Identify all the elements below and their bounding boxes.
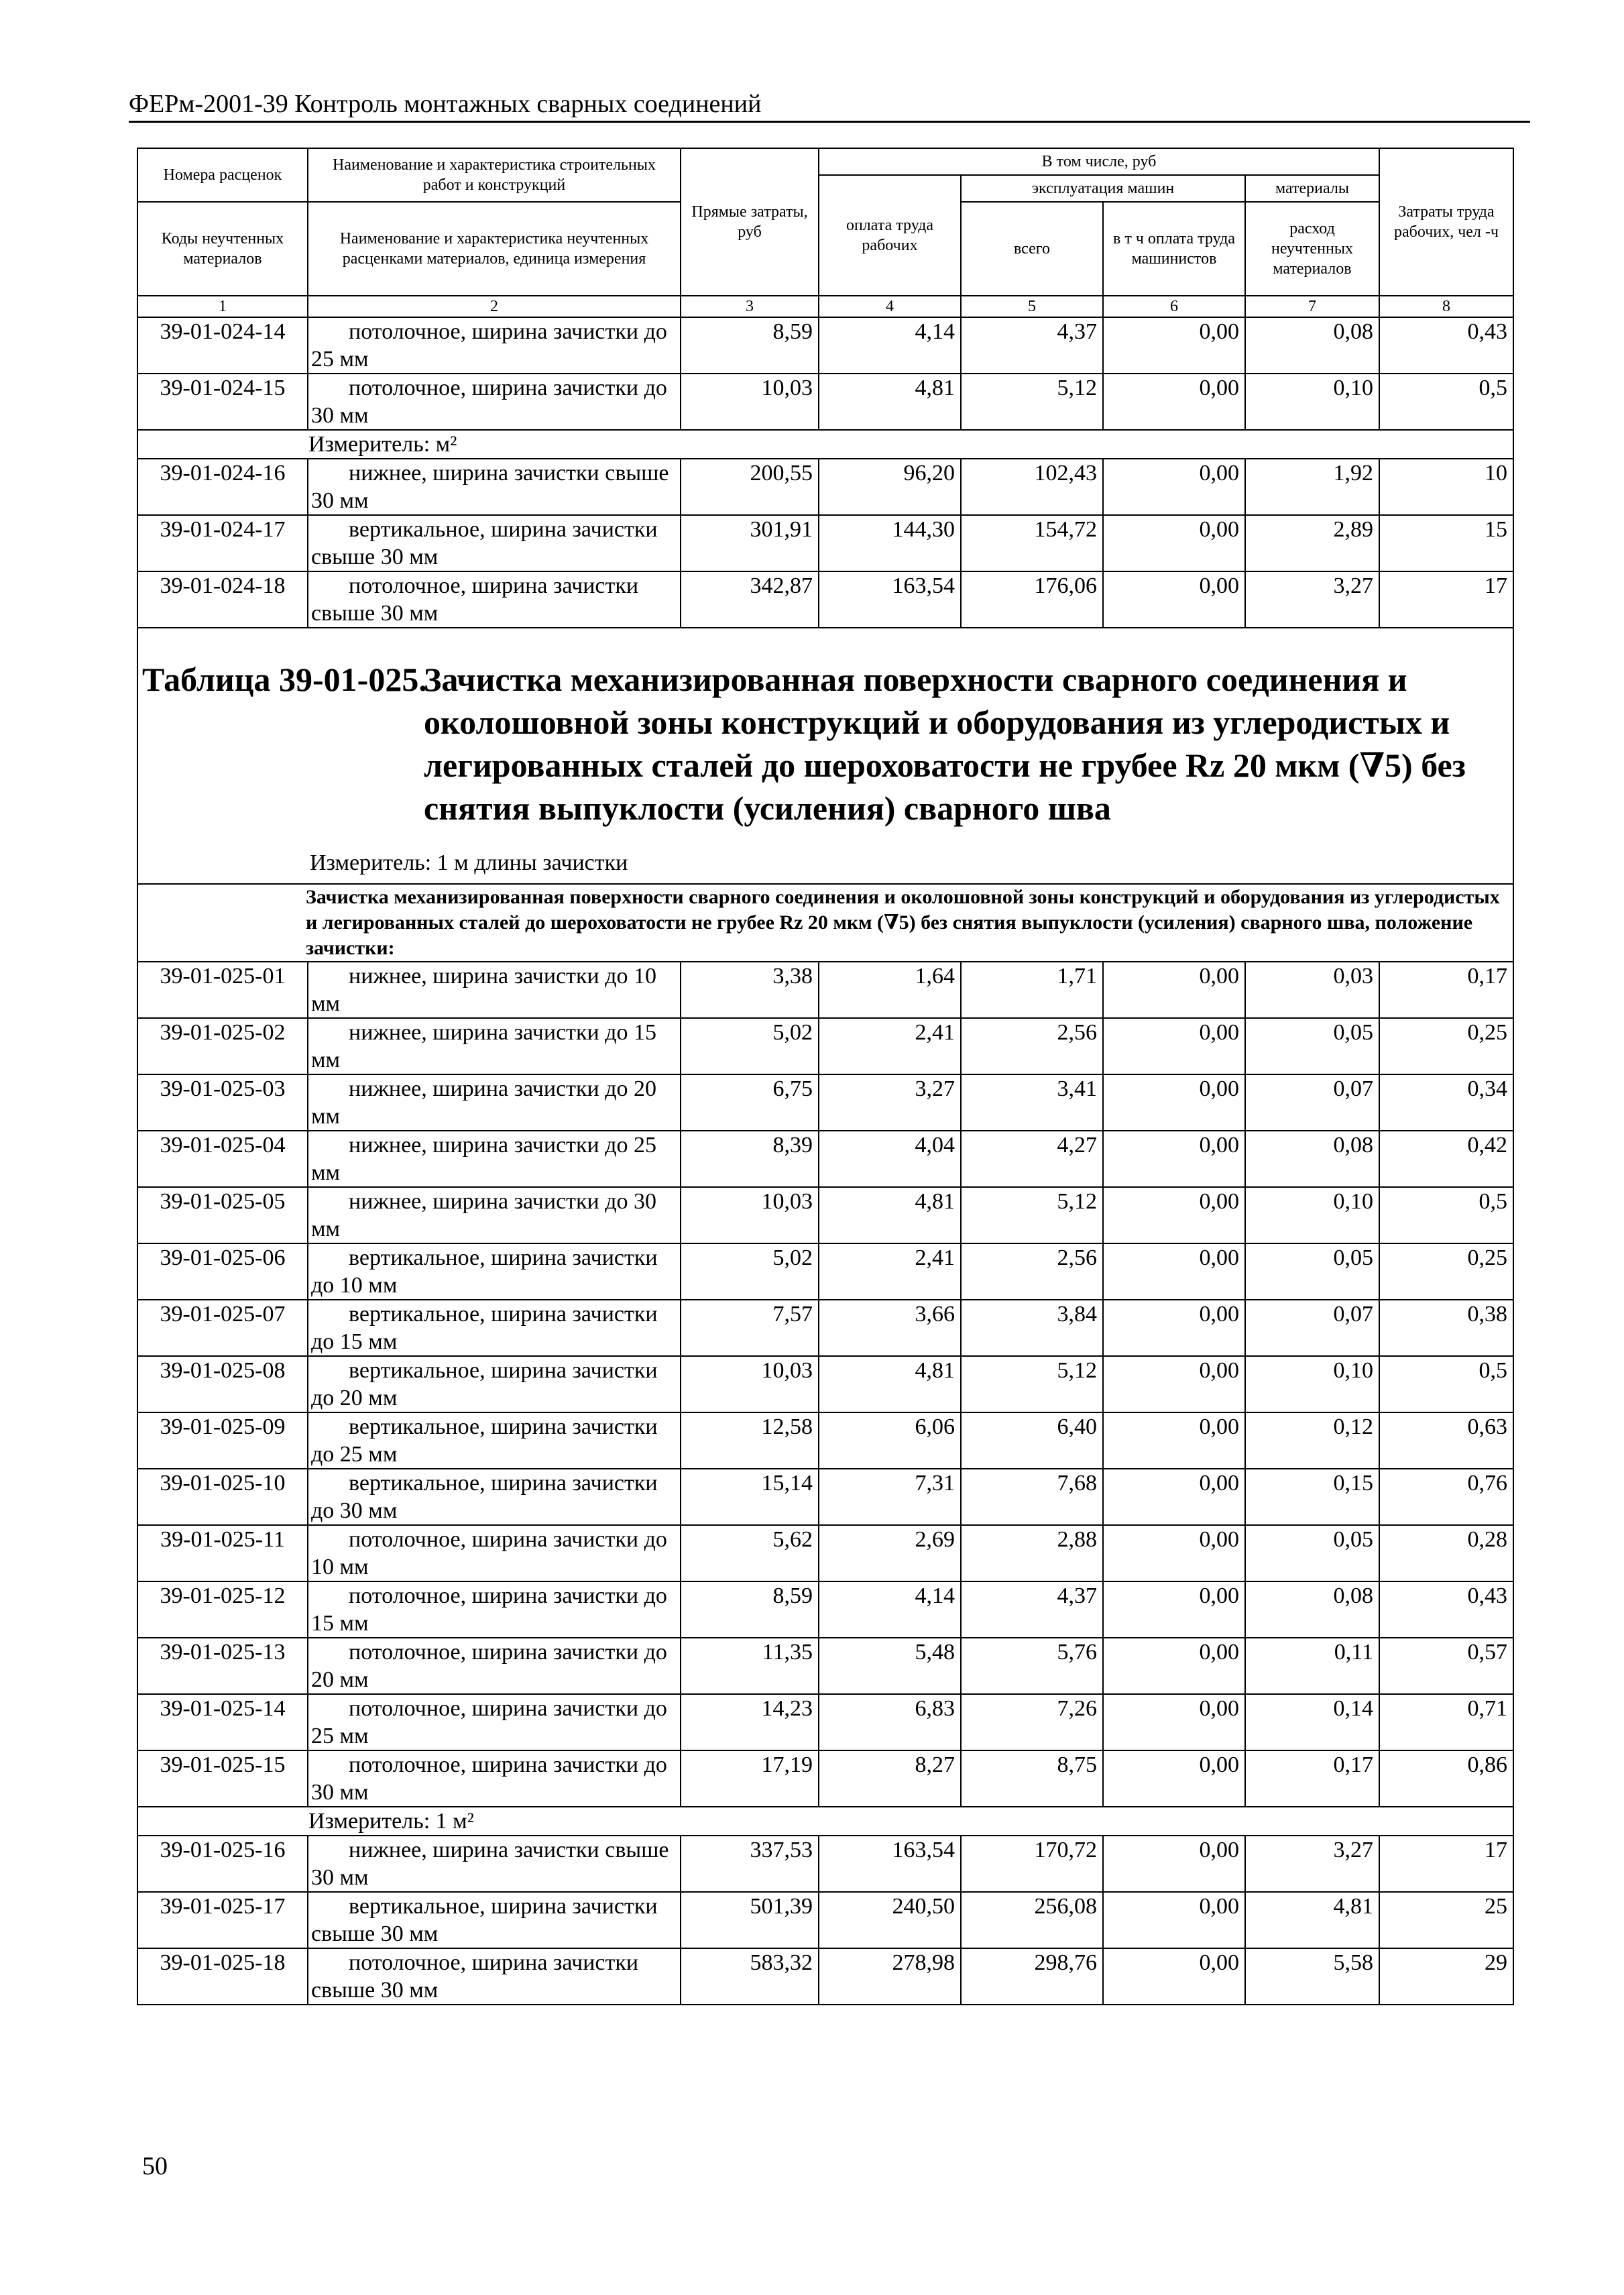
operator-pay: 0,00 — [1103, 459, 1245, 515]
rate-code: 39-01-025-10 — [137, 1469, 308, 1525]
column-number: 8 — [1379, 296, 1513, 317]
work-description: нижнее, ширина зачистки до 20 мм — [308, 1074, 681, 1131]
table-row — [137, 1948, 1513, 2005]
table-row — [137, 1750, 1513, 1807]
worker-pay: 240,50 — [819, 1892, 961, 1948]
work-description: потолочное, ширина зачистки до 15 мм — [308, 1581, 681, 1638]
operator-pay: 0,00 — [1103, 1187, 1245, 1243]
rates-table — [137, 148, 1514, 2005]
material-consumption: 0,17 — [1245, 1750, 1379, 1807]
table-025-number: Таблица 39-01-025. — [142, 661, 427, 698]
operator-pay: 0,00 — [1103, 1948, 1245, 2005]
rate-code: 39-01-024-17 — [137, 515, 308, 571]
labor-costs: 0,57 — [1379, 1638, 1513, 1694]
worker-pay: 5,48 — [819, 1638, 961, 1694]
operator-pay: 0,00 — [1103, 1243, 1245, 1300]
direct-costs: 10,03 — [681, 374, 819, 430]
machines-total: 7,68 — [961, 1469, 1103, 1525]
machines-total: 5,76 — [961, 1638, 1103, 1694]
rate-code: 39-01-025-16 — [137, 1836, 308, 1892]
worker-pay: 1,64 — [819, 962, 961, 1018]
rate-code: 39-01-025-01 — [137, 962, 308, 1018]
rate-code: 39-01-025-05 — [137, 1187, 308, 1243]
rate-code: 39-01-025-13 — [137, 1638, 308, 1694]
material-consumption: 0,10 — [1245, 374, 1379, 430]
rate-code: 39-01-024-15 — [137, 374, 308, 430]
measure-unit-m2: Измеритель: м² — [137, 430, 1513, 459]
operator-pay: 0,00 — [1103, 1836, 1245, 1892]
work-description: вертикальное, ширина зачистки свыше 30 мм — [308, 515, 681, 571]
operator-pay: 0,00 — [1103, 374, 1245, 430]
table-row — [137, 317, 1513, 374]
rate-code: 39-01-025-07 — [137, 1300, 308, 1356]
table-row — [137, 1581, 1513, 1638]
operator-pay: 0,00 — [1103, 1469, 1245, 1525]
measure-unit-1m2: Измеритель: 1 м² — [137, 1807, 1513, 1836]
labor-costs: 0,38 — [1379, 1300, 1513, 1356]
work-description: нижнее, ширина зачистки до 25 мм — [308, 1131, 681, 1187]
worker-pay: 3,27 — [819, 1074, 961, 1131]
work-description: вертикальное, ширина зачистки до 15 мм — [308, 1300, 681, 1356]
rate-code: 39-01-025-12 — [137, 1581, 308, 1638]
table-row — [137, 1131, 1513, 1187]
work-description: нижнее, ширина зачистки до 10 мм — [308, 962, 681, 1018]
table-row — [137, 1243, 1513, 1300]
operator-pay: 0,00 — [1103, 1018, 1245, 1074]
machines-total: 5,12 — [961, 1356, 1103, 1412]
operator-pay: 0,00 — [1103, 317, 1245, 374]
rows-025-part1 — [137, 962, 1513, 1807]
table-row — [137, 1412, 1513, 1469]
table-row — [137, 459, 1513, 515]
work-description: потолочное, ширина зачистки свыше 30 мм — [308, 1948, 681, 2005]
table-row — [137, 1187, 1513, 1243]
table-row — [137, 1300, 1513, 1356]
direct-costs: 301,91 — [681, 515, 819, 571]
operator-pay: 0,00 — [1103, 1300, 1245, 1356]
material-consumption: 0,14 — [1245, 1694, 1379, 1750]
direct-costs: 7,57 — [681, 1300, 819, 1356]
work-description: нижнее, ширина зачистки до 15 мм — [308, 1018, 681, 1074]
table-row — [137, 1018, 1513, 1074]
material-consumption: 0,10 — [1245, 1187, 1379, 1243]
rate-code: 39-01-025-17 — [137, 1892, 308, 1948]
direct-costs: 8,59 — [681, 1581, 819, 1638]
operator-pay: 0,00 — [1103, 1581, 1245, 1638]
column-number: 3 — [681, 296, 819, 317]
machines-total: 7,26 — [961, 1694, 1103, 1750]
direct-costs: 5,02 — [681, 1018, 819, 1074]
column-number: 5 — [961, 296, 1103, 317]
worker-pay: 2,41 — [819, 1243, 961, 1300]
table-025-measure: Измеритель: 1 м длины зачистки — [310, 850, 628, 875]
worker-pay: 8,27 — [819, 1750, 961, 1807]
material-consumption: 0,08 — [1245, 1581, 1379, 1638]
operator-pay: 0,00 — [1103, 1074, 1245, 1131]
direct-costs: 5,02 — [681, 1243, 819, 1300]
material-consumption: 0,10 — [1245, 1356, 1379, 1412]
labor-costs: 0,63 — [1379, 1412, 1513, 1469]
worker-pay: 4,81 — [819, 1356, 961, 1412]
header-material-name: Наименование и характеристика неучтенных расценками материалов, единица измерения — [308, 202, 681, 296]
header-worker-pay: оплата труда рабочих — [819, 175, 961, 296]
rate-code: 39-01-024-18 — [137, 571, 308, 628]
work-description: нижнее, ширина зачистки свыше 30 мм — [308, 1836, 681, 1892]
work-description: потолочное, ширина зачистки до 10 мм — [308, 1525, 681, 1581]
labor-costs: 0,17 — [1379, 962, 1513, 1018]
labor-costs: 0,71 — [1379, 1694, 1513, 1750]
machines-total: 5,12 — [961, 374, 1103, 430]
material-consumption: 0,15 — [1245, 1469, 1379, 1525]
rate-code: 39-01-024-16 — [137, 459, 308, 515]
machines-total: 8,75 — [961, 1750, 1103, 1807]
worker-pay: 4,04 — [819, 1131, 961, 1187]
machines-total: 2,56 — [961, 1018, 1103, 1074]
machines-total: 298,76 — [961, 1948, 1103, 2005]
rate-code: 39-01-025-11 — [137, 1525, 308, 1581]
work-description: вертикальное, ширина зачистки свыше 30 мм — [308, 1892, 681, 1948]
labor-costs: 17 — [1379, 1836, 1513, 1892]
header-machines-total: всего — [961, 202, 1103, 296]
operator-pay: 0,00 — [1103, 571, 1245, 628]
direct-costs: 5,62 — [681, 1525, 819, 1581]
machines-total: 6,40 — [961, 1412, 1103, 1469]
rate-code: 39-01-025-03 — [137, 1074, 308, 1131]
operator-pay: 0,00 — [1103, 1525, 1245, 1581]
header-labor-costs: Затраты труда рабочих, чел -ч — [1379, 148, 1513, 296]
operator-pay: 0,00 — [1103, 1356, 1245, 1412]
labor-costs: 25 — [1379, 1892, 1513, 1948]
rows-024-part2 — [137, 459, 1513, 628]
header-material-consumption: расход неучтенных материалов — [1245, 202, 1379, 296]
operator-pay: 0,00 — [1103, 1412, 1245, 1469]
machines-total: 256,08 — [961, 1892, 1103, 1948]
labor-costs: 29 — [1379, 1948, 1513, 2005]
operator-pay: 0,00 — [1103, 1694, 1245, 1750]
rate-code: 39-01-024-14 — [137, 317, 308, 374]
direct-costs: 15,14 — [681, 1469, 819, 1525]
worker-pay: 4,81 — [819, 374, 961, 430]
material-consumption: 0,08 — [1245, 1131, 1379, 1187]
table-025-caption — [142, 658, 1509, 830]
rate-code: 39-01-025-09 — [137, 1412, 308, 1469]
table-row — [137, 1469, 1513, 1525]
measure-024 — [137, 430, 1513, 459]
operator-pay: 0,00 — [1103, 1892, 1245, 1948]
table-row — [137, 1638, 1513, 1694]
direct-costs: 6,75 — [681, 1074, 819, 1131]
direct-costs: 8,39 — [681, 1131, 819, 1187]
rate-code: 39-01-025-18 — [137, 1948, 308, 2005]
labor-costs: 10 — [1379, 459, 1513, 515]
machines-total: 170,72 — [961, 1836, 1103, 1892]
table-row — [137, 1836, 1513, 1892]
direct-costs: 337,53 — [681, 1836, 819, 1892]
labor-costs: 0,25 — [1379, 1243, 1513, 1300]
table-025-heading — [137, 628, 1513, 962]
header-machines: эксплуатация машин — [961, 175, 1245, 202]
worker-pay: 2,41 — [819, 1018, 961, 1074]
table-025-title: Зачистка механизированная поверхности сварного соединения и околошовной зоны конструкций и оборудования из углеродистых и легированных сталей до шероховатости не грубее Rz 20 мкм (∇5) без снятия выпуклости (усиления) сварного шва — [424, 661, 1466, 827]
rate-code: 39-01-025-02 — [137, 1018, 308, 1074]
work-description: вертикальное, ширина зачистки до 30 мм — [308, 1469, 681, 1525]
operator-pay: 0,00 — [1103, 515, 1245, 571]
material-consumption: 0,03 — [1245, 962, 1379, 1018]
material-consumption: 0,12 — [1245, 1412, 1379, 1469]
machines-total: 102,43 — [961, 459, 1103, 515]
worker-pay: 96,20 — [819, 459, 961, 515]
work-description: вертикальное, ширина зачистки до 20 мм — [308, 1356, 681, 1412]
column-number-row — [137, 296, 1513, 317]
table-row — [137, 1892, 1513, 1948]
header-operator-pay: в т ч оплата труда машинистов — [1103, 202, 1245, 296]
column-number: 2 — [308, 296, 681, 317]
worker-pay: 4,81 — [819, 1187, 961, 1243]
labor-costs: 0,76 — [1379, 1469, 1513, 1525]
machines-total: 3,84 — [961, 1300, 1103, 1356]
header-including: В том числе, руб — [819, 148, 1379, 175]
table-header — [137, 148, 1513, 317]
direct-costs: 10,03 — [681, 1187, 819, 1243]
machines-total: 176,06 — [961, 571, 1103, 628]
worker-pay: 4,14 — [819, 317, 961, 374]
operator-pay: 0,00 — [1103, 1131, 1245, 1187]
rows-025-part2 — [137, 1836, 1513, 2005]
machines-total: 1,71 — [961, 962, 1103, 1018]
operator-pay: 0,00 — [1103, 1750, 1245, 1807]
table-row — [137, 1694, 1513, 1750]
table-row — [137, 1074, 1513, 1131]
worker-pay: 278,98 — [819, 1948, 961, 2005]
material-consumption: 0,05 — [1245, 1243, 1379, 1300]
work-description: вертикальное, ширина зачистки до 10 мм — [308, 1243, 681, 1300]
material-consumption: 4,81 — [1245, 1892, 1379, 1948]
machines-total: 2,88 — [961, 1525, 1103, 1581]
direct-costs: 14,23 — [681, 1694, 819, 1750]
machines-total: 3,41 — [961, 1074, 1103, 1131]
rate-code: 39-01-025-04 — [137, 1131, 308, 1187]
machines-total: 4,27 — [961, 1131, 1103, 1187]
rate-code: 39-01-025-06 — [137, 1243, 308, 1300]
worker-pay: 2,69 — [819, 1525, 961, 1581]
labor-costs: 0,43 — [1379, 317, 1513, 374]
table-025-description: Зачистка механизированная поверхности сварного соединения и околошовной зоны конструкций и оборудования из углеродистых и легированных сталей до шероховатости не грубее Rz 20 мкм (∇5) без снятия выпуклости (усиления) сварного шва, положение зачистки: — [137, 884, 1513, 962]
material-consumption: 5,58 — [1245, 1948, 1379, 2005]
machines-total: 5,12 — [961, 1187, 1103, 1243]
labor-costs: 0,5 — [1379, 1187, 1513, 1243]
labor-costs: 0,42 — [1379, 1131, 1513, 1187]
labor-costs: 17 — [1379, 571, 1513, 628]
material-consumption: 0,07 — [1245, 1074, 1379, 1131]
table-row — [137, 962, 1513, 1018]
running-title: ФЕРм-2001-39 Контроль монтажных сварных соединений — [129, 87, 1530, 123]
material-consumption: 0,08 — [1245, 317, 1379, 374]
material-consumption: 3,27 — [1245, 1836, 1379, 1892]
machines-total: 2,56 — [961, 1243, 1103, 1300]
column-number: 6 — [1103, 296, 1245, 317]
worker-pay: 163,54 — [819, 571, 961, 628]
direct-costs: 501,39 — [681, 1892, 819, 1948]
worker-pay: 163,54 — [819, 1836, 961, 1892]
direct-costs: 3,38 — [681, 962, 819, 1018]
work-description: потолочное, ширина зачистки до 25 мм — [308, 1694, 681, 1750]
labor-costs: 0,25 — [1379, 1018, 1513, 1074]
column-number: 4 — [819, 296, 961, 317]
labor-costs: 0,43 — [1379, 1581, 1513, 1638]
worker-pay: 6,83 — [819, 1694, 961, 1750]
work-description: потолочное, ширина зачистки до 30 мм — [308, 1750, 681, 1807]
table-row — [137, 515, 1513, 571]
measure-025 — [137, 1807, 1513, 1836]
direct-costs: 10,03 — [681, 1356, 819, 1412]
table-row — [137, 1525, 1513, 1581]
column-number: 7 — [1245, 296, 1379, 317]
rate-code: 39-01-025-08 — [137, 1356, 308, 1412]
labor-costs: 15 — [1379, 515, 1513, 571]
worker-pay: 7,31 — [819, 1469, 961, 1525]
labor-costs: 0,34 — [1379, 1074, 1513, 1131]
direct-costs: 11,35 — [681, 1638, 819, 1694]
work-description: потолочное, ширина зачистки до 25 мм — [308, 317, 681, 374]
work-description: потолочное, ширина зачистки до 20 мм — [308, 1638, 681, 1694]
material-consumption: 0,05 — [1245, 1018, 1379, 1074]
column-number: 1 — [137, 296, 308, 317]
table-025-caption-cell — [137, 628, 1513, 884]
labor-costs: 0,5 — [1379, 374, 1513, 430]
page-number: 50 — [142, 2152, 168, 2180]
table-row — [137, 571, 1513, 628]
work-description: потолочное, ширина зачистки свыше 30 мм — [308, 571, 681, 628]
rows-024-part1 — [137, 317, 1513, 430]
material-consumption: 0,11 — [1245, 1638, 1379, 1694]
material-consumption: 0,05 — [1245, 1525, 1379, 1581]
worker-pay: 4,14 — [819, 1581, 961, 1638]
table-row — [137, 374, 1513, 430]
table-row — [137, 1356, 1513, 1412]
direct-costs: 583,32 — [681, 1948, 819, 2005]
labor-costs: 0,28 — [1379, 1525, 1513, 1581]
operator-pay: 0,00 — [1103, 1638, 1245, 1694]
labor-costs: 0,86 — [1379, 1750, 1513, 1807]
labor-costs: 0,5 — [1379, 1356, 1513, 1412]
header-rate-numbers: Номера расценок — [137, 148, 308, 202]
worker-pay: 3,66 — [819, 1300, 961, 1356]
work-description: вертикальное, ширина зачистки до 25 мм — [308, 1412, 681, 1469]
material-consumption: 2,89 — [1245, 515, 1379, 571]
machines-total: 4,37 — [961, 317, 1103, 374]
worker-pay: 6,06 — [819, 1412, 961, 1469]
material-consumption: 3,27 — [1245, 571, 1379, 628]
rate-code: 39-01-025-14 — [137, 1694, 308, 1750]
work-description: потолочное, ширина зачистки до 30 мм — [308, 374, 681, 430]
worker-pay: 144,30 — [819, 515, 961, 571]
material-consumption: 1,92 — [1245, 459, 1379, 515]
direct-costs: 8,59 — [681, 317, 819, 374]
operator-pay: 0,00 — [1103, 962, 1245, 1018]
work-description: нижнее, ширина зачистки до 30 мм — [308, 1187, 681, 1243]
direct-costs: 342,87 — [681, 571, 819, 628]
work-description: нижнее, ширина зачистки свыше 30 мм — [308, 459, 681, 515]
header-materials: материалы — [1245, 175, 1379, 202]
header-work-name: Наименование и характеристика строительных работ и конструкций — [308, 148, 681, 202]
machines-total: 154,72 — [961, 515, 1103, 571]
material-consumption: 0,07 — [1245, 1300, 1379, 1356]
direct-costs: 17,19 — [681, 1750, 819, 1807]
rate-code: 39-01-025-15 — [137, 1750, 308, 1807]
header-material-codes: Коды неучтенных материалов — [137, 202, 308, 296]
header-direct-costs: Прямые затраты, руб — [681, 148, 819, 296]
direct-costs: 200,55 — [681, 459, 819, 515]
machines-total: 4,37 — [961, 1581, 1103, 1638]
direct-costs: 12,58 — [681, 1412, 819, 1469]
